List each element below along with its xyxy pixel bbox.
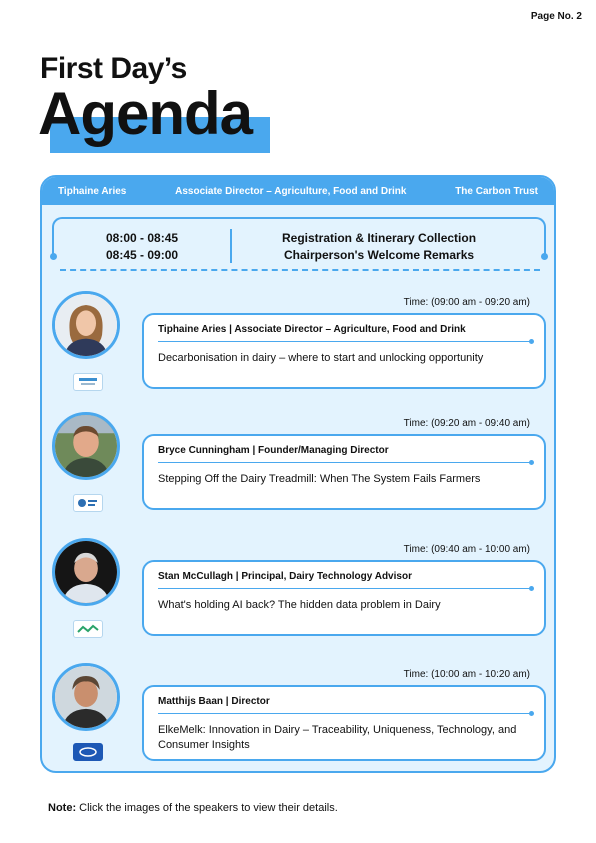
speaker-name: Matthijs Baan | Director	[158, 696, 270, 707]
opening-times	[106, 230, 178, 264]
speaker-photo-matthijs-baan[interactable]	[52, 663, 120, 731]
session-time: Time: (09:20 am - 09:40 am)	[403, 418, 530, 429]
chair-name: Tiphaine Aries	[58, 185, 127, 197]
portrait-icon	[55, 541, 117, 603]
carbon-trust-logo	[73, 373, 103, 391]
card-rule	[158, 713, 532, 714]
chairperson-header	[42, 177, 554, 205]
session-time: Time: (09:40 am - 10:00 am)	[403, 544, 530, 555]
session-item	[42, 412, 554, 522]
mossgiel-logo	[73, 494, 103, 512]
speaker-name: Stan McCullagh | Principal, Dairy Technology Advisor	[158, 571, 412, 582]
agenda-panel	[40, 175, 556, 773]
opening-event: Chairperson's Welcome Remarks	[284, 248, 475, 262]
opening-schedule	[52, 217, 546, 262]
talk-title: Stepping Off the Dairy Treadmill: When The System Fails Farmers	[158, 473, 481, 485]
page-title: Agenda	[38, 80, 253, 147]
portrait-icon	[55, 415, 117, 477]
portrait-icon	[55, 666, 117, 728]
page-subtitle: First Day’s	[40, 52, 187, 85]
opening-time: 08:00 - 08:45	[106, 231, 179, 245]
speaker-name: Bryce Cunningham | Founder/Managing Director	[158, 445, 389, 456]
dashed-divider	[60, 269, 540, 271]
talk-title: What's holding AI back? The hidden data problem in Dairy	[158, 599, 441, 611]
session-card	[142, 685, 546, 761]
card-rule	[158, 462, 532, 463]
speaker-photo-bryce-cunningham[interactable]	[52, 412, 120, 480]
portrait-icon	[55, 294, 117, 356]
divider	[230, 229, 232, 263]
session-item	[42, 291, 554, 401]
session-card	[142, 313, 546, 389]
chair-role: Associate Director – Agriculture, Food and Drink	[175, 185, 407, 197]
note-label: Note:	[48, 802, 77, 814]
session-time: Time: (10:00 am - 10:20 am)	[403, 669, 530, 680]
opening-events	[282, 230, 476, 264]
agritech-logo	[73, 620, 103, 638]
talk-title: ElkeMelk: Innovation in Dairy – Traceability, Uniqueness, Technology, and Consumer Insights	[158, 724, 517, 751]
speaker-name: Tiphaine Aries | Associate Director – Agriculture, Food and Drink	[158, 324, 466, 335]
opening-event: Registration & Itinerary Collection	[282, 231, 477, 245]
talk-title: Decarbonisation in dairy – where to start and unlocking opportunity	[158, 352, 484, 364]
elkemelk-logo	[73, 743, 103, 761]
bracket-dot	[541, 253, 548, 260]
note-text: Click the images of the speakers to view their details.	[79, 802, 338, 814]
opening-time: 08:45 - 09:00	[106, 248, 179, 262]
page-number: Page No. 2	[530, 11, 582, 22]
session-card	[142, 560, 546, 636]
session-item	[42, 538, 554, 648]
bracket-dot	[50, 253, 57, 260]
footer-note	[48, 802, 338, 814]
session-time: Time: (09:00 am - 09:20 am)	[403, 297, 530, 308]
speaker-photo-tiphaine-aries[interactable]	[52, 291, 120, 359]
session-item	[42, 663, 554, 773]
card-rule	[158, 588, 532, 589]
session-card	[142, 434, 546, 510]
chair-org: The Carbon Trust	[455, 185, 538, 197]
speaker-photo-stan-mccullagh[interactable]	[52, 538, 120, 606]
card-rule	[158, 341, 532, 342]
